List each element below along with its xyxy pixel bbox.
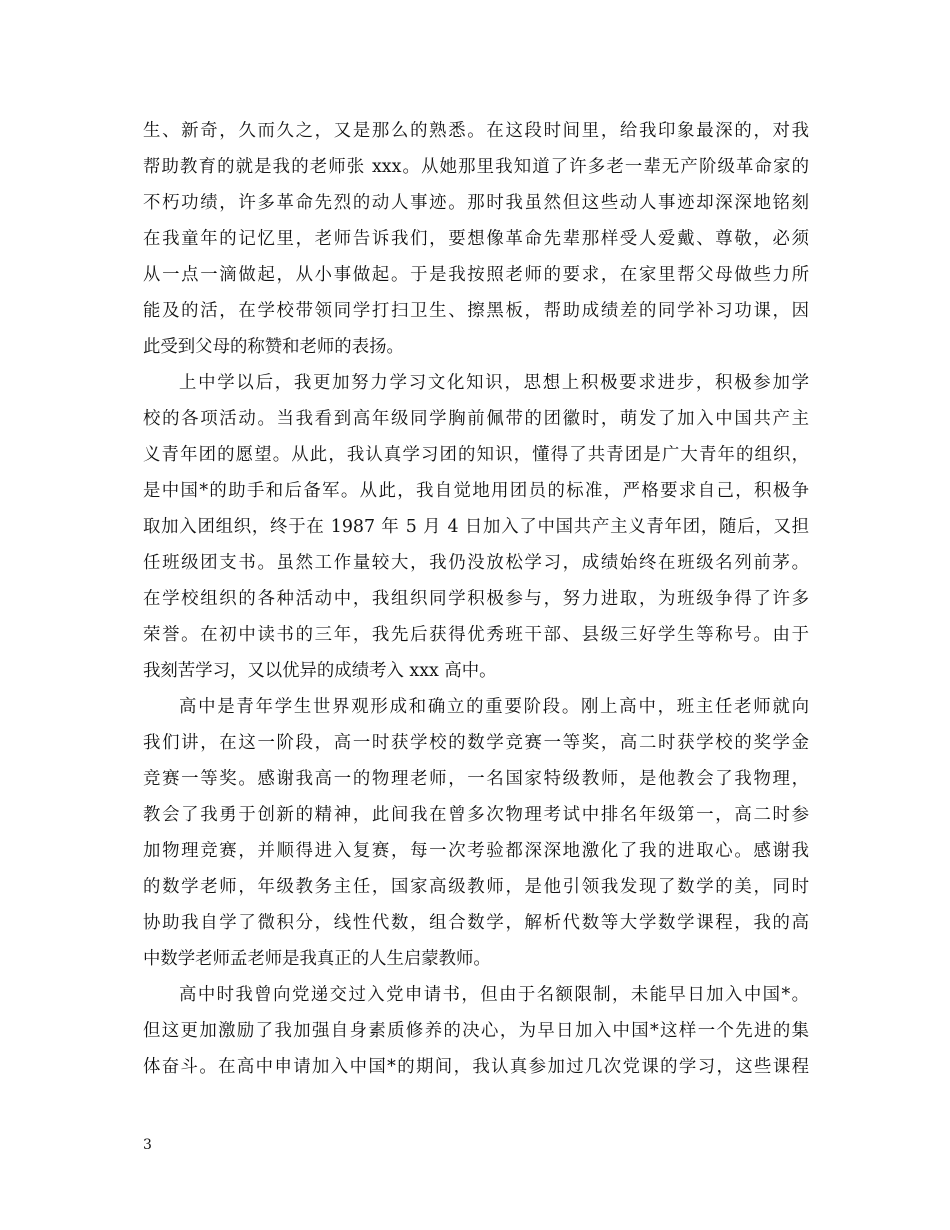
text-line: 体奋斗。在高中申请加入中国*的期间，我认真参加过几次党课的学习，这些课程: [143, 1057, 809, 1077]
text-line: 不朽功绩，许多革命先烈的动人事迹。那时我虽然但这些动人事迹却深深地铭刻: [143, 193, 809, 213]
paragraph-first-line: 高中时我曾向党递交过入党申请书，但由于名额限制，未能早日加入中国*。: [179, 985, 809, 1005]
text-line: 竞赛一等奖。感谢我高一的物理老师，一名国家特级教师，是他教会了我物理，: [143, 769, 809, 789]
text-line: 荣誉。在初中读书的三年，我先后获得优秀班干部、县级三好学生等称号。由于: [143, 625, 809, 645]
text-line: 是中国*的助手和后备军。从此，我自觉地用团员的标准，严格要求自己，积极争: [143, 481, 809, 501]
text-line: 协助我自学了微积分，线性代数，组合数学，解析代数等大学数学课程，我的高: [143, 913, 809, 933]
text-line: 生、新奇，久而久之，又是那么的熟悉。在这段时间里，给我印象最深的，对我: [143, 121, 809, 141]
text-line: 教会了我勇于创新的精神，此间我在曾多次物理考试中排名年级第一，高二时参: [143, 805, 809, 825]
text-line: 的数学老师，年级教务主任，国家高级教师，是他引领我发现了数学的美，同时: [143, 877, 809, 897]
text-line: 中数学老师孟老师是我真正的人生启蒙教师。: [143, 949, 491, 969]
paragraph-first-line: 高中是青年学生世界观形成和确立的重要阶段。刚上高中，班主任老师就向: [179, 697, 809, 717]
text-line: 从一点一滴做起，从小事做起。于是我按照老师的要求，在家里帮父母做些力所: [143, 265, 809, 285]
paragraph-first-line: 上中学以后，我更加努力学习文化知识，思想上积极要求进步，积极参加学: [179, 373, 809, 393]
text-line: 能及的活，在学校带领同学打扫卫生、擦黑板，帮助成绩差的同学补习功课，因: [143, 301, 809, 321]
text-line: 在我童年的记忆里，老师告诉我们，要想像革命先辈那样受人爱戴、尊敬，必须: [143, 229, 809, 249]
page-number: 3: [143, 1137, 152, 1153]
text-line: 但这更加激励了我加强自身素质修养的决心，为早日加入中国*这样一个先进的集: [143, 1021, 809, 1041]
text-line: 校的各项活动。当我看到高年级同学胸前佩带的团徽时，萌发了加入中国共产主: [143, 409, 809, 429]
text-line: 此受到父母的称赞和老师的表扬。: [143, 337, 404, 357]
text-line: 我刻苦学习，又以优异的成绩考入 xxx 高中。: [143, 661, 497, 681]
text-line: 任班级团支书。虽然工作量较大，我仍没放松学习，成绩始终在班级名列前茅。: [143, 553, 809, 573]
text-line: 帮助教育的就是我的老师张 xxx。从她那里我知道了许多老一辈无产阶级革命家的: [143, 157, 809, 177]
text-line: 在学校组织的各种活动中，我组织同学积极参与，努力进取，为班级争得了许多: [143, 589, 809, 609]
text-line: 加物理竞赛，并顺得进入复赛，每一次考验都深深地激化了我的进取心。感谢我: [143, 841, 809, 861]
text-line: 义青年团的愿望。从此，我认真学习团的知识，懂得了共青团是广大青年的组织，: [143, 445, 809, 465]
body-text: [143, 113, 809, 1085]
text-line: 取加入团组织，终于在 1987 年 5 月 4 日加入了中国共产主义青年团，随后，又担: [143, 517, 809, 537]
text-line: 我们讲，在这一阶段，高一时获学校的数学竞赛一等奖，高二时获学校的奖学金: [143, 733, 809, 753]
